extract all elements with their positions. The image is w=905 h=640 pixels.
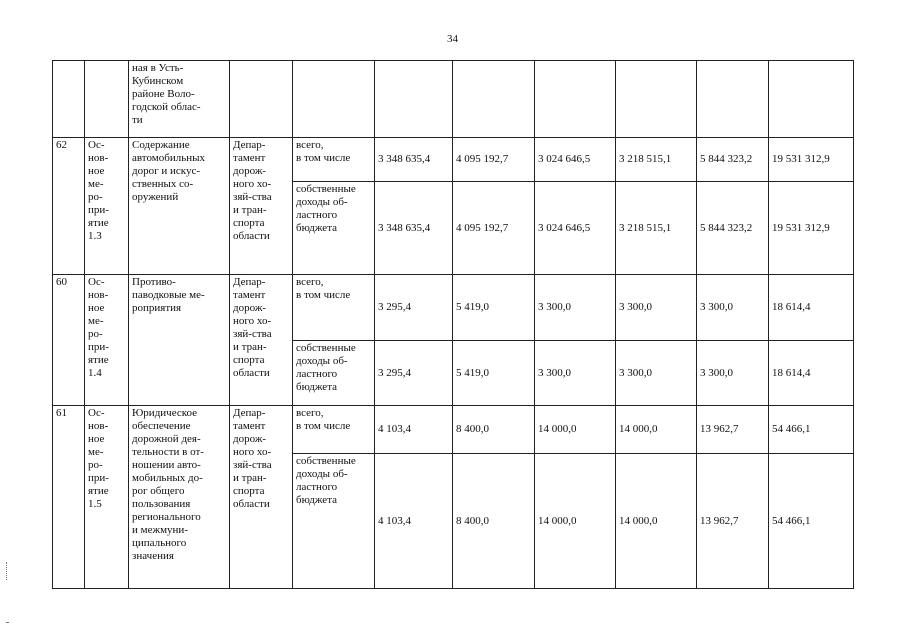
amount-cell: 19 531 312,9 bbox=[769, 182, 854, 275]
funding-source-cell: собственные доходы об- ластного бюджета bbox=[293, 182, 375, 275]
margin-mark bbox=[6, 562, 9, 580]
amount-cell: 18 614,4 bbox=[769, 275, 854, 341]
responsible-dept-cell bbox=[230, 61, 293, 138]
amount-cell: 4 095 192,7 bbox=[453, 138, 535, 182]
status-cell bbox=[85, 61, 129, 138]
row-number-cell: 61 bbox=[53, 406, 85, 589]
amount-cell: 13 962,7 bbox=[697, 454, 769, 589]
table-row bbox=[53, 61, 854, 138]
funding-source-cell: собственные доходы об- ластного бюджета bbox=[293, 454, 375, 589]
row-number-cell: 60 bbox=[53, 275, 85, 406]
amount-cell: 3 218 515,1 bbox=[616, 138, 697, 182]
table-row bbox=[53, 406, 854, 454]
amount-cell: 14 000,0 bbox=[616, 406, 697, 454]
budget-table bbox=[52, 60, 854, 589]
amount-cell: 18 614,4 bbox=[769, 341, 854, 406]
amount-cell: 8 400,0 bbox=[453, 406, 535, 454]
funding-source-cell bbox=[293, 61, 375, 138]
amount-cell: 4 103,4 bbox=[375, 454, 453, 589]
amount-cell: 3 300,0 bbox=[697, 275, 769, 341]
amount-cell: 3 300,0 bbox=[616, 275, 697, 341]
measure-name-cell: ная в Усть- Кубинском районе Воло- годской облас- ти bbox=[129, 61, 230, 138]
status-cell: Ос- нов- ное ме- ро- при- ятие 1.4 bbox=[85, 275, 129, 406]
amount-cell: 3 218 515,1 bbox=[616, 182, 697, 275]
table-row bbox=[53, 138, 854, 182]
amount-cell bbox=[453, 61, 535, 138]
amount-cell: 3 300,0 bbox=[535, 341, 616, 406]
amount-cell: 3 295,4 bbox=[375, 275, 453, 341]
amount-cell: 14 000,0 bbox=[616, 454, 697, 589]
funding-source-cell: всего, в том числе bbox=[293, 406, 375, 454]
page-number: 34 bbox=[447, 33, 458, 45]
responsible-dept-cell: Депар- тамент дорож- ного хо- зяй-ства и тран- спорта области bbox=[230, 138, 293, 275]
amount-cell: 8 400,0 bbox=[453, 454, 535, 589]
amount-cell: 5 844 323,2 bbox=[697, 182, 769, 275]
amount-cell: 4 103,4 bbox=[375, 406, 453, 454]
amount-cell: 5 419,0 bbox=[453, 275, 535, 341]
amount-cell bbox=[769, 61, 854, 138]
amount-cell: 13 962,7 bbox=[697, 406, 769, 454]
table-row bbox=[53, 275, 854, 341]
funding-source-cell: всего, в том числе bbox=[293, 275, 375, 341]
amount-cell: 54 466,1 bbox=[769, 406, 854, 454]
amount-cell: 3 024 646,5 bbox=[535, 138, 616, 182]
amount-cell: 3 295,4 bbox=[375, 341, 453, 406]
responsible-dept-cell: Депар- тамент дорож- ного хо- зяй-ства и тран- спорта области bbox=[230, 275, 293, 406]
funding-source-cell: всего, в том числе bbox=[293, 138, 375, 182]
status-cell: Ос- нов- ное ме- ро- при- ятие 1.5 bbox=[85, 406, 129, 589]
amount-cell: 5 419,0 bbox=[453, 341, 535, 406]
margin-dot bbox=[6, 622, 9, 623]
amount-cell: 3 300,0 bbox=[616, 341, 697, 406]
amount-cell: 14 000,0 bbox=[535, 454, 616, 589]
amount-cell: 19 531 312,9 bbox=[769, 138, 854, 182]
amount-cell: 5 844 323,2 bbox=[697, 138, 769, 182]
amount-cell bbox=[697, 61, 769, 138]
measure-name-cell: Содержание автомобильных дорог и искус- ственных со- оружений bbox=[129, 138, 230, 275]
amount-cell: 4 095 192,7 bbox=[453, 182, 535, 275]
status-cell: Ос- нов- ное ме- ро- при- ятие 1.3 bbox=[85, 138, 129, 275]
amount-cell bbox=[375, 61, 453, 138]
funding-source-cell: собственные доходы об- ластного бюджета bbox=[293, 341, 375, 406]
amount-cell: 3 348 635,4 bbox=[375, 182, 453, 275]
amount-cell bbox=[535, 61, 616, 138]
measure-name-cell: Противо- паводковые ме- роприятия bbox=[129, 275, 230, 406]
amount-cell: 14 000,0 bbox=[535, 406, 616, 454]
responsible-dept-cell: Депар- тамент дорож- ного хо- зяй-ства и тран- спорта области bbox=[230, 406, 293, 589]
amount-cell: 3 300,0 bbox=[697, 341, 769, 406]
amount-cell bbox=[616, 61, 697, 138]
amount-cell: 3 024 646,5 bbox=[535, 182, 616, 275]
measure-name-cell: Юридическое обеспечение дорожной дея- тельности в от- ношении авто- мобильных до- рог общего пользования регионального и межмуни- ципального значения bbox=[129, 406, 230, 589]
amount-cell: 54 466,1 bbox=[769, 454, 854, 589]
row-number-cell bbox=[53, 61, 85, 138]
amount-cell: 3 300,0 bbox=[535, 275, 616, 341]
amount-cell: 3 348 635,4 bbox=[375, 138, 453, 182]
row-number-cell: 62 bbox=[53, 138, 85, 275]
